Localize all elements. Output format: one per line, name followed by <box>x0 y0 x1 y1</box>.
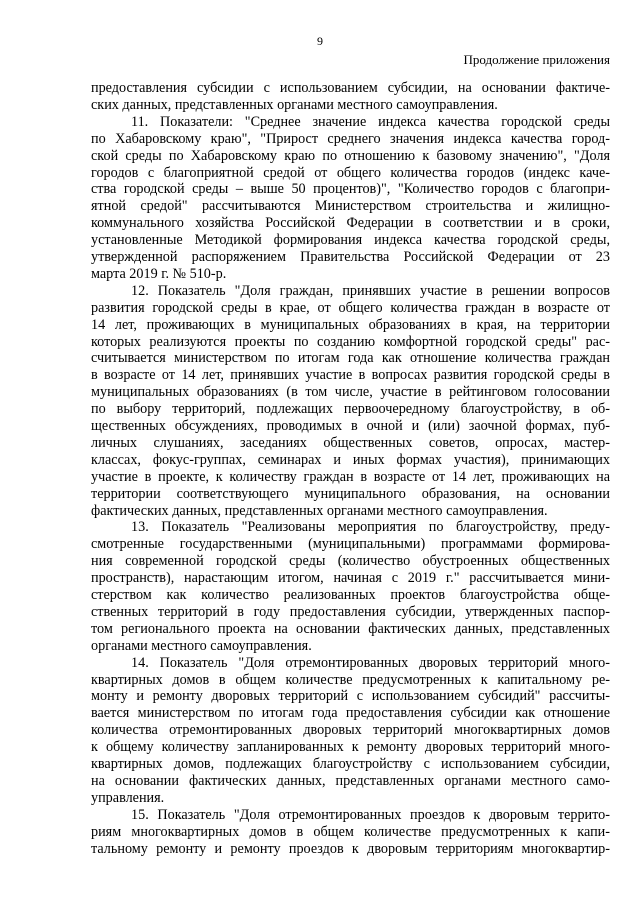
text-line: ства городской среды – выше 50 процентов)", "Количество городов с благопри- <box>91 181 610 198</box>
text-line: ния современной городской среды (количество обустроенных общественных <box>91 553 610 570</box>
text-line: квартирных домов, подлежащих благоустройству с использованием субсидии, <box>91 756 610 772</box>
text-line: ятной средой" рассчитываются Министерством строительства и жилищно- <box>91 198 610 215</box>
text-line: в возрасте от 14 лет, принявших участие в вопросах развития городской среды в <box>91 367 610 384</box>
text-line: ских данных, представленных органами местного самоуправления. <box>91 96 498 113</box>
text-line: щественных обсуждениях, проводимых в очной и (или) заочной формах, пуб- <box>91 418 610 434</box>
text-line: предоставления субсидии с использованием субсидии, на основании фактиче- <box>91 80 610 96</box>
text-line: муниципальных образованиях (в том числе, участие в рейтинговом голосовании <box>91 384 610 401</box>
text-line: 11. Показатели: "Среднее значение индекса качества городской среды <box>131 113 610 130</box>
text-line: марта 2019 г. № 510-р. <box>91 265 227 282</box>
text-line: монту и ремонту дворовых территорий с использованием субсидий" рассчиты- <box>91 688 610 705</box>
text-line: по Хабаровскому краю", "Прирост среднего значения индекса качества город- <box>91 130 610 147</box>
text-line: органами местного самоуправления. <box>91 637 312 654</box>
text-line: ской среды по Хабаровскому краю по отношению к базовому значению", "Доля <box>91 147 610 164</box>
text-line: смотренные государственными (муниципальными) программами формирова- <box>91 536 610 553</box>
text-line: фактических данных, представленных органами местного самоуправления. <box>91 502 548 519</box>
text-line: классах, фокус-группах, семинарах и иных формах участия), принимающих <box>91 451 610 468</box>
text-line: городов с благоприятной средой от общего количества городов (индекс каче- <box>91 164 610 181</box>
text-line: которых реализуются проекты по созданию комфортной городской среды" рас- <box>91 333 610 350</box>
text-line: участие в проекте, к количеству граждан в возрасте от 14 лет, проживающих на <box>91 468 610 485</box>
text-line: развития городской среды в крае, от общего количества граждан в возрасте от <box>91 299 610 316</box>
text-line: том регионального проекта на основании фактических данных, представленных <box>91 620 610 637</box>
text-line: 14 лет, проживающих в муниципальных образованиях в края, на территории <box>91 316 610 333</box>
text-line: считывается министерством по итогам года как отношение количества граждан <box>91 350 610 367</box>
text-line: 14. Показатель "Доля отремонтированных дворовых территорий много- <box>131 654 610 671</box>
text-line: вается министерством по итогам года предоставления субсидии как отношение <box>91 705 610 722</box>
text-line: управления. <box>91 789 165 806</box>
text-line: личных слушаниях, заседаниях общественных советов, опросах, мастер- <box>91 434 610 451</box>
text-line: ственных территорий в году предоставления субсидии, утвержденных паспор- <box>91 603 610 620</box>
text-line: по выбору территорий, подлежащих первоочередному благоустройству, в об- <box>91 401 610 418</box>
text-line: 13. Показатель "Реализованы мероприятия по благоустройству, преду- <box>131 519 610 536</box>
text-line: территории соответствующего муниципального образования, на основании <box>91 485 610 502</box>
text-line: к общему количеству запланированных к ремонту дворовых территорий много- <box>91 739 610 756</box>
text-line: риям многоквартирных домов в общем количестве предусмотренных к капи- <box>91 823 610 840</box>
text-line: 12. Показатель "Доля граждан, принявших участие в решении вопросов <box>131 282 610 299</box>
running-head: Продолжение приложения <box>463 52 610 67</box>
page-number: 9 <box>317 34 323 48</box>
text-line: установленные Методикой формирования индекса качества городской среды, <box>91 232 610 249</box>
text-line: на основании фактических данных, представленных органами местного само- <box>91 772 610 789</box>
text-line: квартирных домов в общем количестве предусмотренных к капитальному ре- <box>91 671 610 688</box>
text-line: коммунального хозяйства Российской Федерации в соответствии и в сроки, <box>91 215 610 232</box>
text-line: количества отремонтированных дворовых территорий многоквартирных домов <box>91 722 610 739</box>
text-line: 15. Показатель "Доля отремонтированных проездов к дворовым террито- <box>131 806 610 823</box>
text-line: утвержденной распоряжением Правительства Российской Федерации от 23 <box>91 249 610 265</box>
text-line: стерством как количество реализованных проектов благоустройства обще- <box>91 587 610 603</box>
text-line: пространств), нарастающим итогом, начиная с 2019 г." рассчитывается мини- <box>91 570 610 587</box>
text-line: тальному ремонту и ремонту проездов к дворовым территориям многоквартир- <box>91 840 610 857</box>
